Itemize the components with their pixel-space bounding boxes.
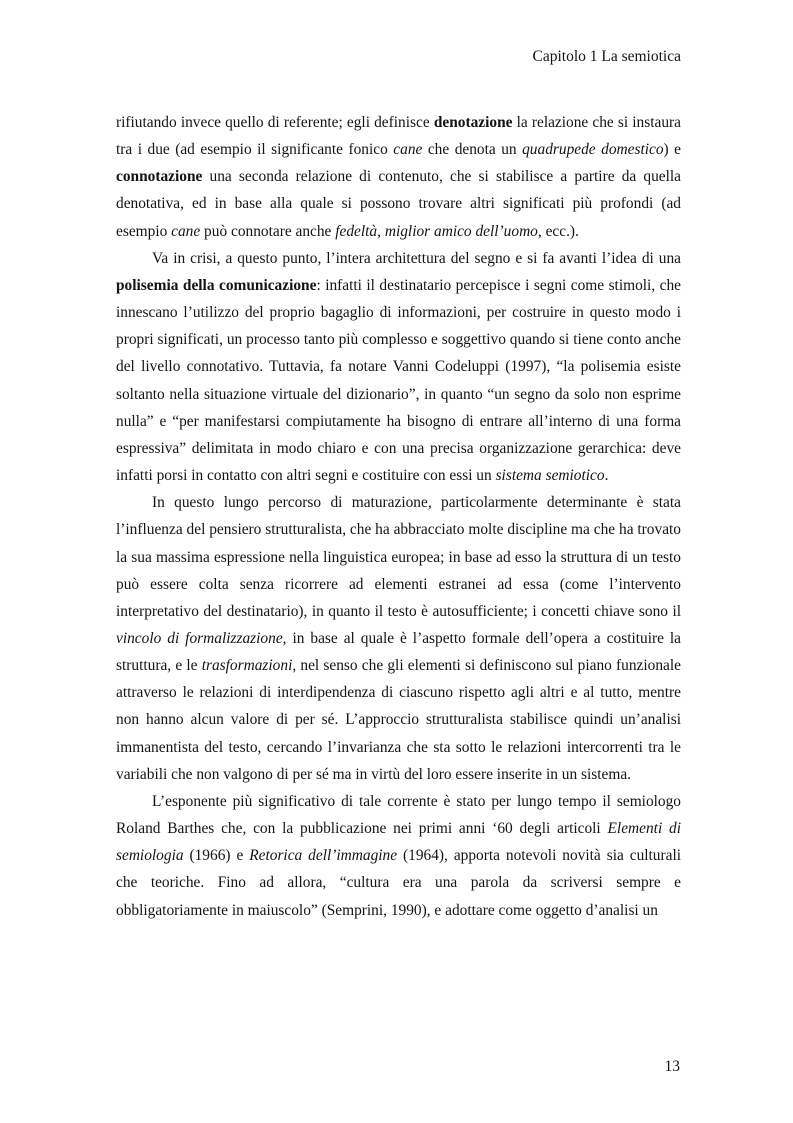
italic-term: Elementi di semiologia [116, 820, 681, 865]
text-run: una seconda relazione di contenuto, che si stabilisce a partire da quella denotativa, ed in base alla quale si possono trovare altri significati più profondi (ad esempio [116, 168, 681, 240]
italic-term: cane [393, 141, 423, 159]
text-run: , in base al quale è l’aspetto formale dell’opera a costituire la struttura, e le [116, 629, 682, 675]
italic-term: sistema semiotico [495, 467, 605, 485]
body-text [116, 109, 681, 924]
paragraph [116, 109, 681, 245]
text-run: (1966) e [183, 847, 250, 865]
paragraph [116, 788, 681, 924]
italic-term: trasformazioni [201, 657, 293, 675]
italic-term: vincolo di formalizzazione [116, 629, 283, 647]
bold-term: polisemia della comunicazione [116, 276, 317, 294]
text-run: . [604, 467, 609, 485]
bold-term: denotazione [433, 114, 513, 131]
text-run: ) e [663, 141, 681, 159]
text-run: In questo lungo percorso di maturazione, particolarmente determinante è stata l’influenza del pensiero strutturalista, che ha abbracciato molte discipline ma che ha trovato la sua massima espressione nella linguistica europea; in base ad esso la struttura di un testo può essere colta senza ricorrere ad elementi estranei ad essa (come l’intervento interpretativo del destinatario), in quanto il testo è autosufficiente; i concetti chiave sono il [116, 494, 681, 620]
italic-term: miglior amico dell’uomo [384, 222, 538, 240]
paragraph [116, 489, 681, 788]
running-header: Capitolo 1 La semiotica [532, 48, 681, 65]
italic-term: fedeltà [335, 222, 378, 240]
text-run: L’esponente più significativo di tale corrente è stato per lungo tempo il semiologo Roland Barthes che, con la pubblicazione nei primi anni ‘60 degli articoli [116, 792, 681, 838]
text-run: rifiutando invece quello di referente; egli definisce [116, 114, 434, 131]
text-run: : infatti il destinatario percepisce i segni come stimoli, che innescano l’utilizzo del proprio bagaglio di informazioni, per costruire in questo modo i propri significati, un processo tanto più complesso e soggettivo quando si tiene conto anche del livello connotativo. Tuttavia, fa notare Vanni Codeluppi (1997), “la polisemia esiste soltanto nella situazione virtuale del dizionario”, in quanto “un segno da solo non esprime nulla” e “per manifestarsi compiutamente ha bisogno di entrare all’interno di una forma espressiva” delimitata in modo chiaro e con una precisa organizzazione gerarchica: deve infatti porsi in contatto con altri segni e costituire con essi un [116, 276, 681, 485]
text-run: Va in crisi, a questo punto, l’intera architettura del segno e si fa avanti l’idea di una [152, 249, 681, 267]
bold-term: connotazione [116, 168, 203, 186]
text-run: (1964), apporta notevoli novità sia culturali che teoriche. Fino ad allora, “cultura era una parola da scriversi sempre e obbligatoriamente in maiuscolo” (Semprini, 1990), e adottare come oggetto d’analisi un [116, 847, 682, 919]
text-run: , nel senso che gli elementi si definiscono sul piano funzionale attraverso le relazioni di interdipendenza di ciascuno rispetto agli altri e al tutto, mentre non hanno alcun valore di per sé. L’approccio strutturalista stabilisce quindi un’analisi immanentista del testo, cercando l’invarianza che sta sotto le relazioni intercorrenti tra le variabili che non valgono di per sé ma in virtù del loro essere inserite in un sistema. [116, 657, 681, 783]
italic-term: quadrupede domestico [522, 141, 664, 159]
page-number: 13 [664, 1058, 680, 1075]
italic-term: Retorica dell’immagine [249, 847, 398, 865]
text-run: la relazione che si instaura tra i due (ad esempio il significante fonico [116, 114, 681, 159]
text-run: , [377, 222, 385, 240]
text-run: , ecc.). [537, 222, 579, 240]
text-run: può connotare anche [200, 222, 336, 240]
paragraph [116, 245, 681, 489]
italic-term: cane [171, 222, 201, 240]
text-run: che denota un [422, 141, 523, 159]
